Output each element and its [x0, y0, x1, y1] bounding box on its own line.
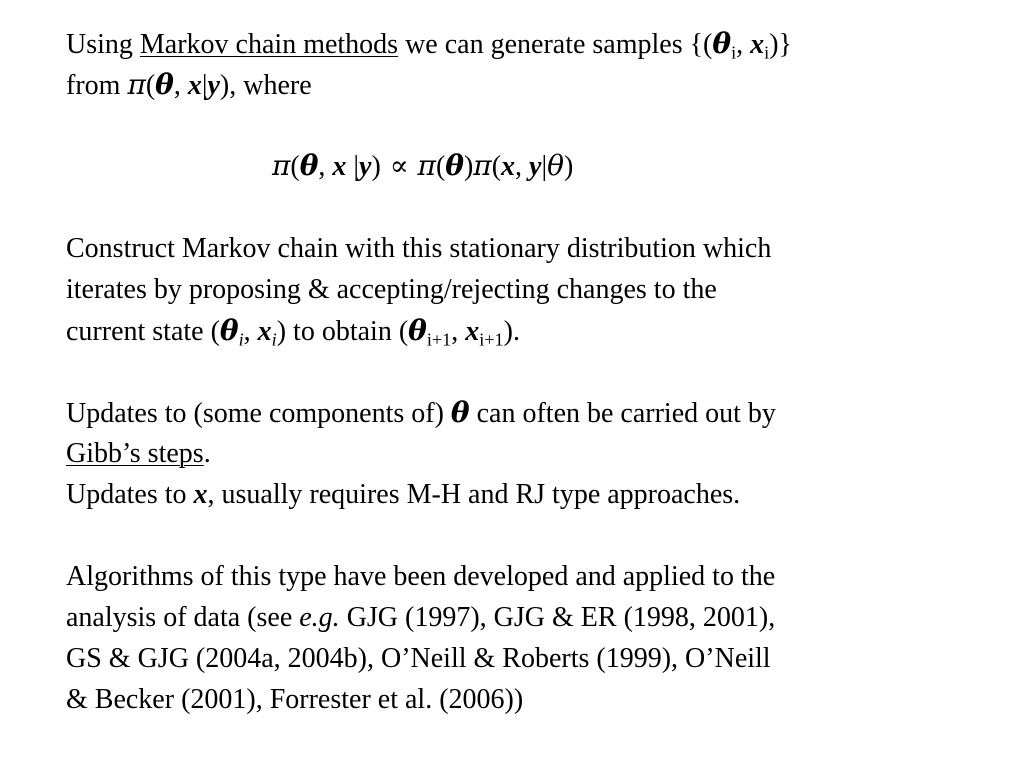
updates-line-3 — [66, 481, 740, 509]
text: ( — [435, 151, 446, 182]
text: )} — [769, 29, 792, 60]
text: , — [451, 316, 466, 347]
text: Using — [66, 29, 140, 60]
text: Updates to — [66, 479, 194, 510]
updates-line-1 — [66, 396, 776, 429]
x-symbol: x — [257, 316, 272, 347]
theta-symbol: θ — [712, 27, 732, 60]
x-symbol: x — [193, 479, 208, 510]
theta-symbol: θ — [219, 314, 239, 347]
pi-symbol: π — [127, 68, 146, 101]
text: , usually requires M-H and RJ type approaches. — [207, 479, 741, 510]
text: , — [318, 151, 333, 182]
proportional-symbol: ∝ — [380, 149, 418, 182]
text: ). — [503, 316, 520, 347]
theta-symbol: θ — [299, 149, 319, 182]
text: , — [173, 70, 188, 101]
text: we can generate samples {( — [398, 29, 713, 60]
algorithms-line-2 — [66, 604, 775, 632]
pi-symbol: π — [272, 149, 291, 182]
text: , — [243, 316, 258, 347]
subscript: i — [271, 329, 277, 350]
subscript: i+1 — [479, 329, 504, 350]
markov-chain-methods-link[interactable]: Markov chain methods — [139, 29, 399, 60]
text: ) — [463, 151, 474, 182]
intro-line-1 — [66, 27, 792, 63]
subscript: i — [238, 329, 244, 350]
text: can often be carried out by — [469, 398, 776, 429]
text: GJG (1997), GJG & ER (1998, 2001), — [339, 602, 776, 633]
pi-symbol: π — [473, 149, 492, 182]
theta-symbol: θ — [547, 149, 564, 182]
text: ), where — [219, 70, 312, 101]
eg-text: e.g. — [299, 602, 340, 633]
text: . — [203, 438, 211, 469]
x-symbol: x — [465, 316, 480, 347]
y-symbol: y — [529, 151, 542, 182]
text: current state ( — [66, 316, 220, 347]
theta-symbol: θ — [445, 149, 464, 182]
construct-line-2: iterates by proposing & accepting/rejecting changes to the — [66, 274, 717, 305]
text: , — [515, 151, 530, 182]
theta-symbol: θ — [408, 314, 427, 347]
text: from — [66, 70, 128, 101]
intro-line-2 — [66, 68, 312, 101]
y-symbol: y — [207, 70, 220, 101]
subscript: i+1 — [426, 329, 452, 350]
text: ) — [563, 151, 574, 182]
x-symbol: x — [750, 29, 765, 60]
y-symbol: y — [359, 151, 372, 182]
text: | — [541, 151, 548, 182]
subscript: i — [764, 42, 770, 63]
text: ( — [290, 151, 300, 182]
algorithms-line-4: & Becker (2001), Forrester et al. (2006)) — [66, 684, 524, 715]
posterior-formula — [272, 149, 574, 182]
text: ( — [145, 70, 156, 101]
text: , — [736, 29, 751, 60]
text: ( — [491, 151, 502, 182]
updates-line-2 — [66, 440, 211, 468]
algorithms-line-3: GS & GJG (2004a, 2004b), O’Neill & Roberts (1999), O’Neill — [66, 643, 771, 674]
x-symbol: x — [332, 151, 347, 182]
theta-symbol: θ — [450, 396, 470, 429]
text: Updates to (some components of) — [66, 398, 451, 429]
x-symbol: x — [187, 70, 202, 101]
text: | — [346, 151, 360, 182]
subscript: i — [731, 42, 737, 63]
construct-line-3 — [66, 314, 520, 350]
text: analysis of data (see — [66, 602, 300, 633]
theta-symbol: θ — [155, 68, 174, 101]
pi-symbol: π — [417, 149, 436, 182]
algorithms-line-1: Algorithms of this type have been developed and applied to the — [66, 561, 776, 592]
text: | — [201, 70, 208, 101]
gibbs-steps-link[interactable]: Gibb’s steps — [66, 438, 204, 469]
text: ) to obtain ( — [276, 316, 409, 347]
text: ) — [371, 151, 381, 182]
x-symbol: x — [501, 151, 516, 182]
construct-line-1: Construct Markov chain with this stationary distribution which — [66, 233, 772, 264]
